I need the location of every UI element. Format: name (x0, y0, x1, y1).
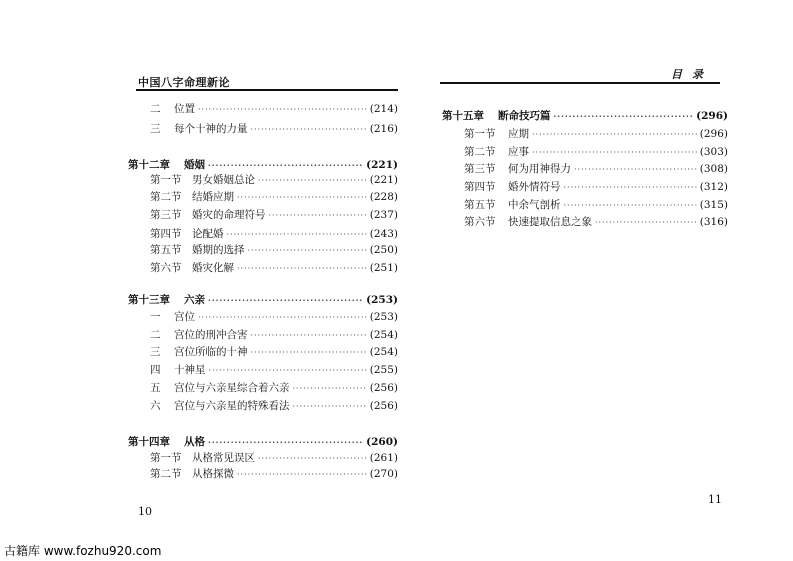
toc-leader-dots (237, 193, 367, 202)
toc-entry-number: 五 (150, 382, 161, 394)
toc-entry-page: (221) (369, 174, 398, 186)
toc-entry-number: 二 (150, 329, 161, 341)
toc-entry-title: 论配婚 (192, 228, 224, 240)
toc-entry-page: (221) (366, 159, 398, 171)
toc-entry-number: 第一节 (150, 174, 182, 186)
toc-leader-dots (595, 218, 697, 227)
toc-entry-number: 第四节 (464, 181, 496, 193)
toc-leader-dots (532, 130, 697, 139)
toc-entry-number: 第六节 (464, 216, 496, 228)
toc-leader-dots (208, 160, 363, 170)
toc-entry-number: 第一节 (150, 452, 182, 464)
toc-entry-number: 第六节 (150, 262, 182, 274)
right-head-rule (440, 82, 720, 84)
left-toc-entry-2[interactable] (128, 157, 398, 172)
toc-entry-number: 第一节 (464, 128, 496, 140)
toc-entry-title: 从格 (184, 436, 205, 448)
left-toc-entry-14[interactable] (150, 380, 398, 395)
toc-entry-page: (303) (699, 146, 728, 158)
toc-entry-title: 快速提取信息之象 (508, 216, 592, 228)
left-toc-entry-1[interactable] (150, 121, 398, 136)
toc-entry-title: 应事 (508, 146, 529, 158)
toc-entry-number: 三 (150, 346, 161, 358)
toc-leader-dots (208, 295, 363, 305)
left-toc-entry-18[interactable] (150, 466, 398, 481)
toc-leader-dots (198, 105, 367, 114)
toc-entry-title: 婚期的选择 (192, 244, 245, 256)
toc-entry-title: 结婚应期 (192, 191, 234, 203)
toc-entry-page: (316) (699, 216, 728, 228)
toc-leader-dots (554, 111, 694, 121)
toc-entry-page: (216) (369, 123, 398, 135)
toc-leader-dots (564, 201, 697, 210)
left-toc-entry-15[interactable] (150, 398, 398, 413)
toc-leader-dots (251, 125, 367, 134)
toc-entry-page: (250) (369, 244, 398, 256)
toc-leader-dots (198, 313, 367, 322)
toc-leader-dots (293, 384, 367, 393)
left-toc-entry-6[interactable] (150, 226, 398, 241)
toc-entry-title: 断命技巧篇 (498, 110, 551, 122)
toc-leader-dots (209, 366, 367, 375)
toc-entry-title: 应期 (508, 128, 529, 140)
toc-entry-number: 六 (150, 400, 161, 412)
toc-entry-title: 宫位的刑冲合害 (174, 329, 248, 341)
toc-entry-title: 宫位所临的十神 (174, 346, 248, 358)
right-toc-entry-2[interactable] (464, 144, 728, 159)
left-toc-entry-3[interactable] (150, 172, 398, 187)
right-toc-entry-5[interactable] (464, 197, 728, 212)
toc-entry-number: 第五节 (464, 199, 496, 211)
toc-leader-dots (269, 211, 367, 220)
toc-leader-dots (237, 470, 367, 479)
toc-entry-page: (253) (366, 294, 398, 306)
toc-entry-number: 第二节 (150, 468, 182, 480)
toc-entry-number: 第三节 (464, 163, 496, 175)
toc-entry-title: 从格探微 (192, 468, 234, 480)
right-page-number: 11 (708, 493, 722, 506)
right-toc-entry-1[interactable] (464, 126, 728, 141)
left-toc-entry-13[interactable] (150, 362, 398, 377)
toc-leader-dots (258, 176, 367, 185)
left-toc-entry-4[interactable] (150, 189, 398, 204)
toc-entry-number: 第五节 (150, 244, 182, 256)
toc-entry-page: (254) (369, 329, 398, 341)
right-toc-entry-6[interactable] (464, 214, 728, 229)
toc-entry-number: 第十二章 (128, 159, 170, 171)
toc-entry-title: 宫位与六亲星综合着六亲 (174, 382, 290, 394)
right-toc-entry-3[interactable] (464, 161, 728, 176)
toc-leader-dots (564, 183, 697, 192)
left-toc-entry-10[interactable] (150, 309, 398, 324)
left-toc-entry-5[interactable] (150, 207, 398, 222)
toc-entry-page: (315) (699, 199, 728, 211)
toc-entry-title: 中余气剖析 (508, 199, 561, 211)
toc-entry-title: 每个十神的力量 (174, 123, 248, 135)
toc-entry-title: 婚外情符号 (508, 181, 561, 193)
toc-entry-number: 一 (150, 311, 161, 323)
right-toc-entry-0[interactable] (442, 108, 728, 123)
left-toc-entry-11[interactable] (150, 327, 398, 342)
toc-leader-dots (258, 454, 367, 463)
toc-leader-dots (251, 331, 367, 340)
left-running-head: 中国八字命理新论 (138, 76, 230, 89)
left-toc-entry-12[interactable] (150, 344, 398, 359)
toc-entry-title: 婚姻 (184, 159, 205, 171)
toc-entry-number: 第四节 (150, 228, 182, 240)
toc-entry-page: (261) (369, 452, 398, 464)
site-watermark: 古籍库 www.fozhu920.com (4, 544, 162, 558)
left-toc-entry-17[interactable] (150, 450, 398, 465)
toc-entry-number: 第十三章 (128, 294, 170, 306)
toc-entry-page: (260) (366, 436, 398, 448)
toc-entry-page: (237) (369, 209, 398, 221)
left-toc-entry-7[interactable] (150, 242, 398, 257)
toc-entry-page: (296) (699, 128, 728, 140)
toc-entry-page: (308) (699, 163, 728, 175)
toc-entry-title: 从格常见误区 (192, 452, 255, 464)
right-running-head: 目录 (671, 68, 713, 81)
left-toc-entry-8[interactable] (150, 260, 398, 275)
toc-entry-page: (255) (369, 364, 398, 376)
toc-entry-page: (228) (369, 191, 398, 203)
toc-entry-title: 十神星 (174, 364, 206, 376)
toc-entry-number: 第十四章 (128, 436, 170, 448)
toc-entry-number: 第二节 (150, 191, 182, 203)
toc-entry-page: (243) (369, 228, 398, 240)
toc-entry-title: 婚灾化解 (192, 262, 234, 274)
toc-entry-page: (256) (369, 382, 398, 394)
toc-leader-dots (293, 402, 367, 411)
toc-leader-dots (532, 148, 697, 157)
toc-entry-number: 第十五章 (442, 110, 484, 122)
left-toc-entry-16[interactable] (128, 434, 398, 449)
right-page (428, 0, 793, 561)
toc-entry-number: 二 (150, 103, 161, 115)
toc-entry-number: 三 (150, 123, 161, 135)
toc-leader-dots (251, 348, 367, 357)
toc-entry-page: (253) (369, 311, 398, 323)
toc-entry-title: 何为用神得力 (508, 163, 571, 175)
toc-entry-title: 六亲 (184, 294, 205, 306)
toc-entry-page: (214) (369, 103, 398, 115)
toc-entry-number: 第三节 (150, 209, 182, 221)
toc-leader-dots (208, 437, 363, 447)
right-toc-entry-4[interactable] (464, 179, 728, 194)
toc-entry-page: (254) (369, 346, 398, 358)
toc-entry-number: 四 (150, 364, 161, 376)
left-head-rule (136, 89, 398, 91)
toc-entry-title: 男女婚姻总论 (192, 174, 255, 186)
toc-leader-dots (237, 264, 367, 273)
toc-leader-dots (227, 230, 367, 239)
left-page-number: 10 (138, 505, 152, 518)
toc-entry-page: (296) (696, 110, 728, 122)
toc-entry-title: 宫位与六亲星的特殊看法 (174, 400, 290, 412)
toc-entry-page: (256) (369, 400, 398, 412)
toc-entry-page: (251) (369, 262, 398, 274)
toc-entry-page: (270) (369, 468, 398, 480)
toc-leader-dots (574, 165, 697, 174)
left-toc-entry-0[interactable] (150, 101, 398, 116)
toc-entry-title: 位置 (174, 103, 195, 115)
toc-entry-title: 婚灾的命理符号 (192, 209, 266, 221)
toc-entry-page: (312) (699, 181, 728, 193)
toc-entry-title: 宫位 (174, 311, 195, 323)
toc-entry-number: 第二节 (464, 146, 496, 158)
toc-leader-dots (248, 246, 367, 255)
left-toc-entry-9[interactable] (128, 292, 398, 307)
